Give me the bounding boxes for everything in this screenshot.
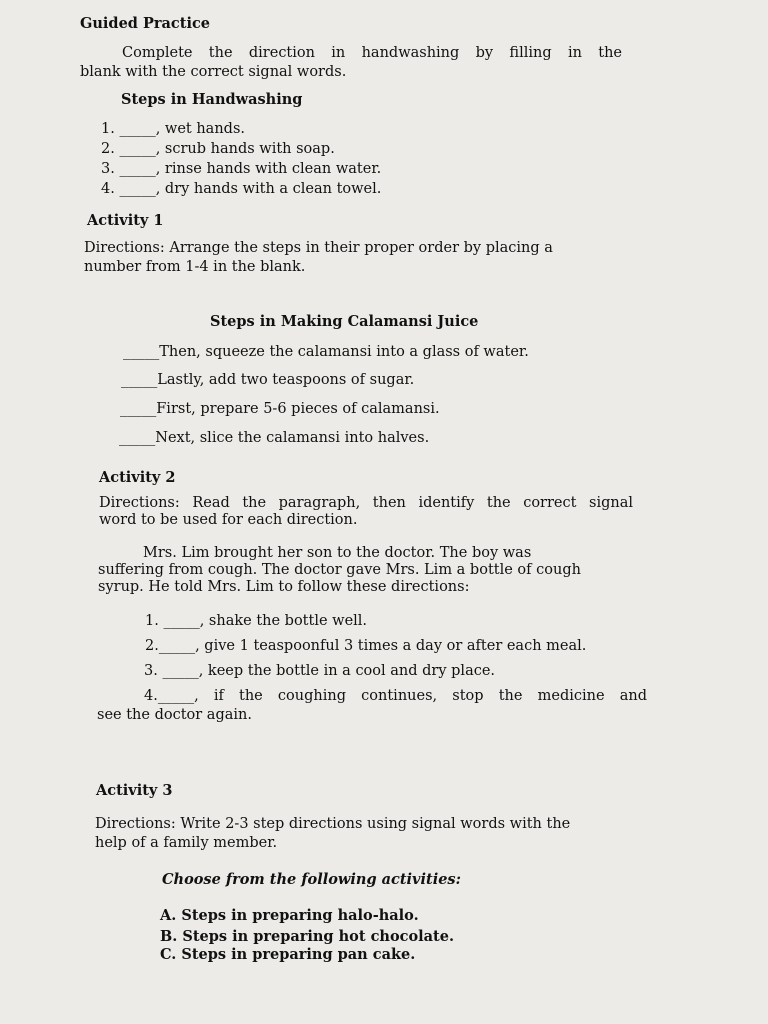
activity-2-paragraph-line3: syrup. He told Mrs. Lim to follow these directions:	[98, 579, 470, 595]
activity-3-option-c: C. Steps in preparing pan cake.	[160, 946, 416, 963]
calamansi-subheading: Steps in Making Calamansi Juice	[210, 313, 479, 330]
activity-2-heading: Activity 2	[99, 469, 176, 486]
guided-intro-line1: Complete the direction in handwashing by filling in the	[122, 45, 622, 61]
activity-3-directions-line2: help of a family member.	[95, 835, 278, 851]
handwashing-step-1: 1. _____, wet hands.	[101, 121, 245, 137]
activity-3-option-a: A. Steps in preparing halo-halo.	[160, 907, 419, 924]
activity-2-directions-line2: word to be used for each direction.	[99, 512, 358, 528]
activity-2-item-4: 4._____, if the coughing continues, stop the medicine and	[144, 688, 647, 704]
calamansi-item-3: _____First, prepare 5-6 pieces of calamansi.	[120, 401, 440, 417]
guided-intro-line2: blank with the correct signal words.	[80, 64, 347, 80]
calamansi-item-2: _____Lastly, add two teaspoons of sugar.	[121, 372, 415, 388]
handwashing-step-3: 3. _____, rinse hands with clean water.	[101, 161, 382, 177]
guided-practice-heading: Guided Practice	[80, 15, 211, 32]
activity-3-directions-line1: Directions: Write 2-3 step directions using signal words with the	[95, 816, 571, 832]
activity-1-heading: Activity 1	[87, 212, 164, 229]
handwashing-step-4: 4. _____, dry hands with a clean towel.	[101, 181, 382, 197]
activity-2-paragraph-line2: suffering from cough. The doctor gave Mrs. Lim a bottle of cough	[98, 562, 581, 578]
activity-1-directions-line2: number from 1-4 in the blank.	[84, 259, 306, 275]
handwashing-subheading: Steps in Handwashing	[121, 91, 303, 108]
activity-3-choose-label: Choose from the following activities:	[162, 871, 461, 888]
activity-2-paragraph-line1: Mrs. Lim brought her son to the doctor. The boy was	[143, 545, 532, 561]
activity-2-item-2: 2._____, give 1 teaspoonful 3 times a day or after each meal.	[145, 638, 587, 654]
activity-3-heading: Activity 3	[96, 782, 173, 799]
handwashing-step-2: 2. _____, scrub hands with soap.	[101, 141, 335, 157]
activity-2-directions-line1: Directions: Read the paragraph, then identify the correct signal	[99, 495, 633, 511]
activity-2-item-3: 3. _____, keep the bottle in a cool and dry place.	[144, 663, 496, 679]
activity-3-option-b: B. Steps in preparing hot chocolate.	[160, 928, 454, 945]
calamansi-item-1: _____Then, squeeze the calamansi into a glass of water.	[123, 344, 529, 360]
activity-1-directions-line1: Directions: Arrange the steps in their proper order by placing a	[84, 240, 553, 256]
activity-2-item-4-continued: see the doctor again.	[97, 707, 252, 723]
activity-2-item-1: 1. _____, shake the bottle well.	[145, 613, 368, 629]
calamansi-item-4: _____Next, slice the calamansi into halves.	[119, 430, 430, 446]
